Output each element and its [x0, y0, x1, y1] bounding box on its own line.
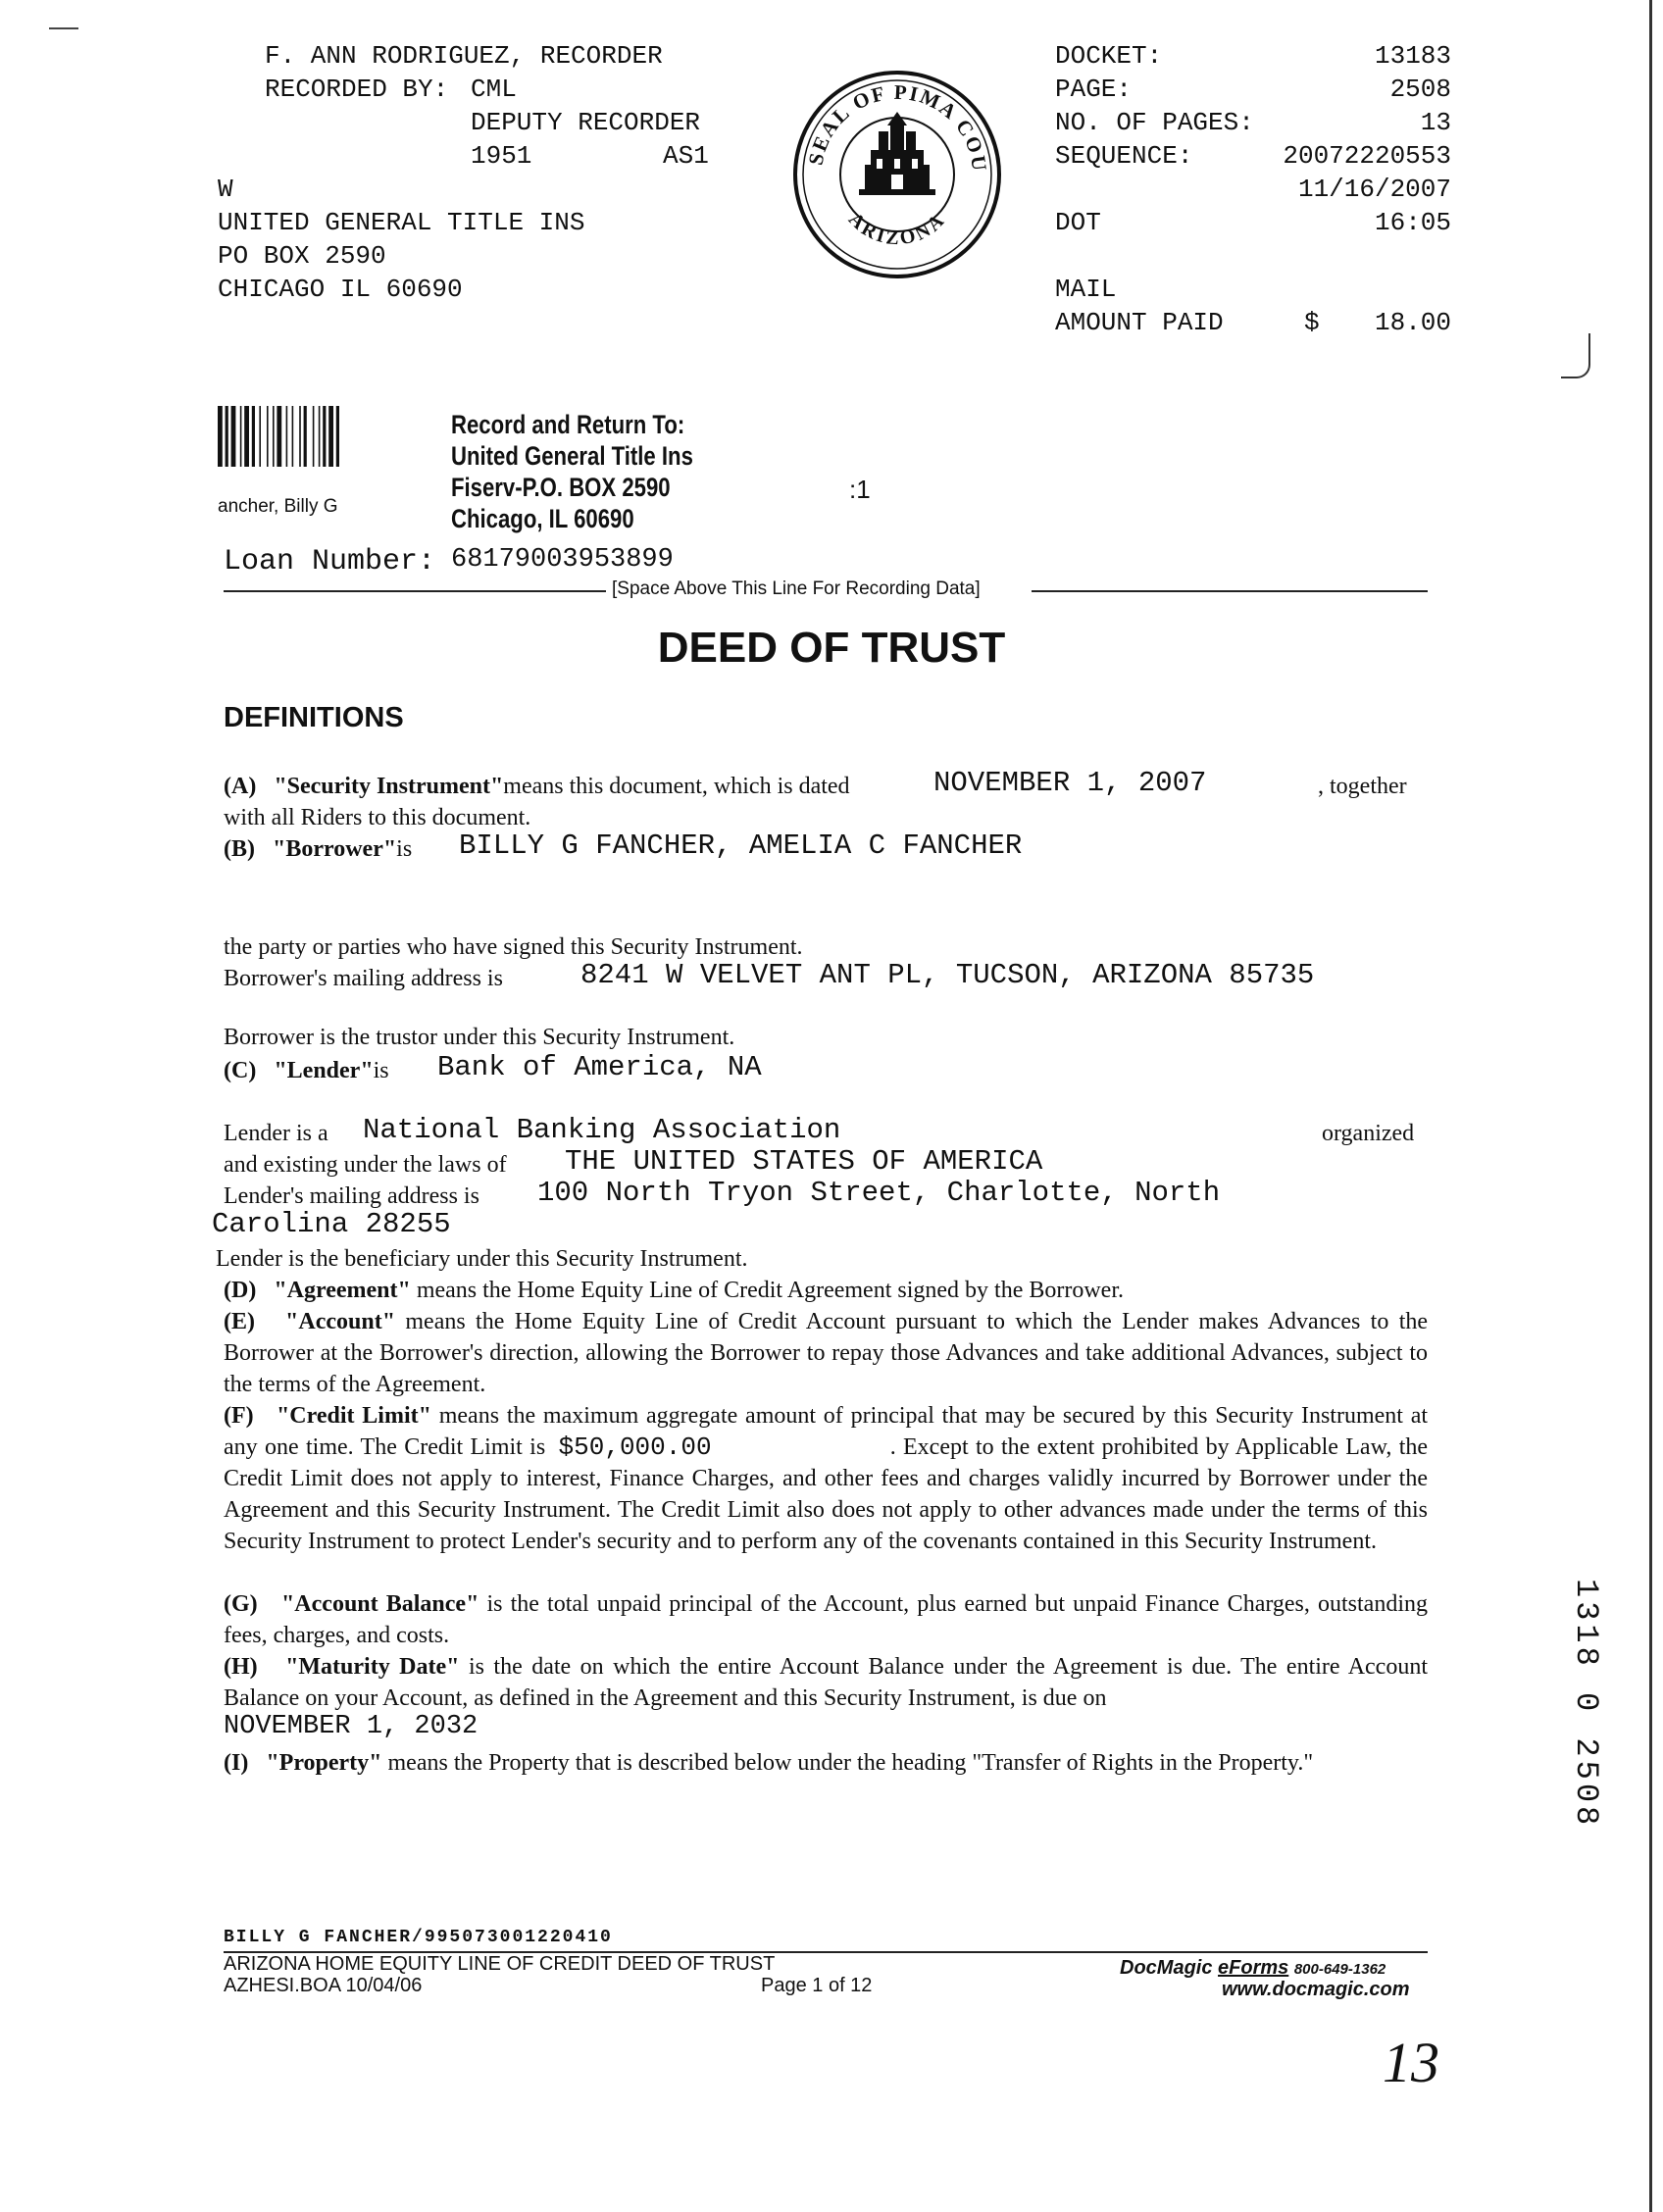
dot-label: DOT [1055, 208, 1101, 237]
barcode-bar [218, 406, 223, 467]
def-b [224, 833, 412, 865]
barcode-bar [267, 406, 269, 467]
def-a-date: NOVEMBER 1, 2007 [933, 767, 1207, 799]
barcode-bar [286, 406, 288, 467]
def-a-text-2: with all Riders to this document. [224, 805, 531, 830]
def-a [224, 771, 1428, 802]
loan-number-label: Loan Number: [224, 545, 436, 578]
svg-text:ARIZONA [844, 209, 950, 250]
def-c-value: Bank of America, NA [437, 1051, 762, 1083]
def-b-mail-label: Borrower's mailing address is [224, 966, 503, 991]
barcode-bar [273, 406, 275, 467]
def-e-label: (E) [224, 1309, 255, 1334]
barcode-bar [259, 406, 261, 467]
def-b-trustor: Borrower is the trustor under this Security Instrument. [224, 1025, 735, 1050]
stray-mark: :1 [849, 475, 871, 504]
recorded-by-value: CML [471, 75, 517, 104]
barcode-bar [240, 406, 242, 467]
def-h-text: is the date on which the entire Account Balance under the Agreement is due. The entire Account Balance on your Account, as defined in the Agreement and this Security Instrument, is due on [224, 1654, 1428, 1711]
def-f-label: (F) [224, 1403, 254, 1429]
def-f-text: means the maximum aggregate amount of principal that may be secured by this Security Instrument at any one time. The Credit Limit is [224, 1403, 1429, 1460]
footer-brand-block [1120, 1957, 1386, 1980]
page-label: PAGE: [1055, 75, 1133, 104]
def-b-value: BILLY G FANCHER, AMELIA C FANCHER [459, 830, 1023, 862]
county-seal [784, 67, 1010, 282]
def-c-label: (C) [224, 1058, 257, 1083]
amount-paid-label: AMOUNT PAID [1055, 308, 1224, 337]
def-d-term: "Agreement" [274, 1278, 411, 1303]
def-h-label: (H) [224, 1654, 258, 1680]
barcode-bar [231, 406, 236, 467]
return-to-line-1: United General Title Ins [451, 441, 693, 471]
footer-brand-suffix: eForms [1218, 1957, 1289, 1979]
def-a-term: "Security Instrument" [274, 774, 504, 799]
footer-phone: 800-649-1362 [1293, 1961, 1386, 1978]
def-i-term: "Property" [266, 1750, 382, 1776]
def-e-term: "Account" [285, 1309, 396, 1334]
def-b-term: "Borrower" [273, 836, 397, 862]
footer-website: www.docmagic.com [1222, 1979, 1410, 2000]
return-to-line-2: Fiserv-P.O. BOX 2590 [451, 473, 671, 502]
barcode-bar [323, 406, 326, 467]
page-right-edge [1649, 0, 1652, 2212]
record-time: 16:05 [1374, 208, 1451, 237]
amount-currency: $ [1304, 308, 1320, 337]
document-title: DEED OF TRUST [657, 624, 1006, 672]
def-b-text: the party or parties who have signed this Security Instrument. [224, 934, 803, 960]
barcode-bar [313, 406, 315, 467]
barcode-bar [299, 406, 301, 467]
def-e [224, 1306, 1428, 1400]
def-g-label: (G) [224, 1591, 258, 1617]
def-c-term: "Lender" [274, 1058, 374, 1083]
def-f-term: "Credit Limit" [276, 1403, 431, 1429]
return-to-heading: Record and Return To: [451, 410, 685, 439]
def-c [224, 1055, 389, 1086]
def-i-label: (I) [224, 1750, 249, 1776]
barcode-bar [277, 406, 281, 467]
def-b-mail: 8241 W VELVET ANT PL, TUCSON, ARIZONA 85735 [580, 959, 1315, 991]
footer-ref: BILLY G FANCHER/995073001220410 [224, 1928, 613, 1947]
barcode-bar [319, 406, 321, 467]
margin-stamp: 1318 0 2508 [1568, 1579, 1604, 1830]
docket-label: DOCKET: [1055, 41, 1163, 71]
def-h [224, 1651, 1428, 1714]
def-c-type: National Banking Association [363, 1114, 841, 1146]
def-b-is: is [396, 836, 413, 862]
barcode-bar [336, 406, 339, 467]
def-f-text-2: . Except to the extent prohibited by Applicable Law, the Credit Limit does not apply to interest, Finance Charges, and other fees and charges validly incurred by Borrower under the Agreement and this Security Instrument. The Credit Limit also does not apply to other advances made under the terms of this Security Instrument to protect Lender's security and to perform any of the covenants contained in this Security Instrument. [224, 1434, 1429, 1554]
recorder-marker: W [218, 175, 233, 204]
seal-bottom-text: ARIZONA [843, 208, 951, 250]
barcode-bar [252, 406, 255, 467]
recorder-name: F. ANN RODRIGUEZ, RECORDER [265, 41, 663, 71]
barcode [218, 406, 375, 467]
def-d-label: (D) [224, 1278, 257, 1303]
def-g-term: "Account Balance" [280, 1591, 479, 1617]
seal-top-text: SEAL OF PIMA COU [803, 79, 992, 175]
mail-label: MAIL [1055, 275, 1117, 304]
footer-page: Page 1 of 12 [761, 1975, 873, 1996]
barcode-caption: ancher, Billy G [218, 496, 338, 517]
no-of-pages-value: 13 [1420, 108, 1451, 137]
recording-line-left [224, 590, 606, 592]
def-f-amount: $50,000.00 [558, 1433, 712, 1462]
def-c-organized: organized [1322, 1121, 1415, 1146]
def-c-mail-label: Lender's mailing address is [224, 1183, 479, 1209]
return-to-line-3: Chicago, IL 60690 [451, 504, 634, 533]
barcode-bar [328, 406, 333, 467]
def-c-type-label: Lender is a [224, 1121, 328, 1146]
recorder-code-2: AS1 [663, 141, 709, 171]
def-a-label: (A) [224, 774, 257, 799]
sequence-value: 20072220553 [1283, 141, 1451, 171]
def-b-label: (B) [224, 836, 255, 862]
def-a-text: means this document, which is dated [503, 774, 850, 799]
docket-value: 13183 [1374, 41, 1451, 71]
def-c-laws-label: and existing under the laws of [224, 1152, 507, 1178]
barcode-bar [292, 406, 294, 467]
footer-form-title: ARIZONA HOME EQUITY LINE OF CREDIT DEED OF TRUST [224, 1953, 776, 1975]
definitions-heading: DEFINITIONS [224, 702, 404, 733]
def-i [224, 1747, 1313, 1779]
def-f [224, 1400, 1428, 1557]
recording-line-right [1032, 590, 1428, 592]
deputy-recorder: DEPUTY RECORDER [471, 108, 701, 137]
def-c-is: is [373, 1058, 389, 1083]
recorded-by-label: RECORDED BY: [265, 75, 449, 104]
addressee-line-3: CHICAGO IL 60690 [218, 275, 463, 304]
sequence-label: SEQUENCE: [1055, 141, 1193, 171]
def-c-mail-line-1: 100 North Tryon Street, Charlotte, North [537, 1177, 1221, 1209]
loan-number: 68179003953899 [451, 545, 674, 575]
record-date: 11/16/2007 [1297, 175, 1451, 204]
addressee-line-1: UNITED GENERAL TITLE INS [218, 208, 585, 237]
def-d [224, 1275, 1124, 1306]
def-h-term: "Maturity Date" [285, 1654, 460, 1680]
def-a-tail: , together [1318, 774, 1407, 799]
no-of-pages-label: NO. OF PAGES: [1055, 108, 1254, 137]
def-c-mail-line-2: Carolina 28255 [212, 1208, 451, 1240]
page-top-mark [49, 27, 78, 29]
def-c-laws: THE UNITED STATES OF AMERICA [565, 1145, 1043, 1178]
barcode-bar [304, 406, 307, 467]
addressee-line-2: PO BOX 2590 [218, 241, 386, 271]
barcode-bar [226, 406, 228, 467]
recorder-code-1: 1951 [471, 141, 532, 171]
def-d-text: means the Home Equity Line of Credit Agreement signed by the Borrower. [416, 1278, 1124, 1303]
def-e-text: means the Home Equity Line of Credit Account pursuant to which the Lender makes Advances to the Borrower at the Borrower's direction, allowing the Borrower to repay those Advances and take additional Advances, subject to the terms of the Agreement. [224, 1309, 1429, 1397]
barcode-bar [244, 406, 249, 467]
def-h-date: NOVEMBER 1, 2032 [224, 1712, 479, 1741]
page-value: 2508 [1389, 75, 1451, 104]
space-above-note: [Space Above This Line For Recording Data] [612, 578, 981, 599]
footer-brand: DocMagic [1120, 1957, 1213, 1979]
amount-paid-value: 18.00 [1374, 308, 1451, 337]
def-i-text: means the Property that is described below under the heading "Transfer of Rights in the Property." [387, 1750, 1314, 1776]
def-g-text: is the total unpaid principal of the Account, plus earned but unpaid Finance Charges, outstanding fees, charges, and costs. [224, 1591, 1428, 1648]
footer-form-code: AZHESI.BOA 10/04/06 [224, 1975, 423, 1996]
handwritten-page-number: 13 [1383, 2031, 1439, 2094]
scan-mark [1561, 333, 1590, 378]
def-c-beneficiary: Lender is the beneficiary under this Security Instrument. [216, 1246, 748, 1272]
def-g [224, 1588, 1428, 1651]
